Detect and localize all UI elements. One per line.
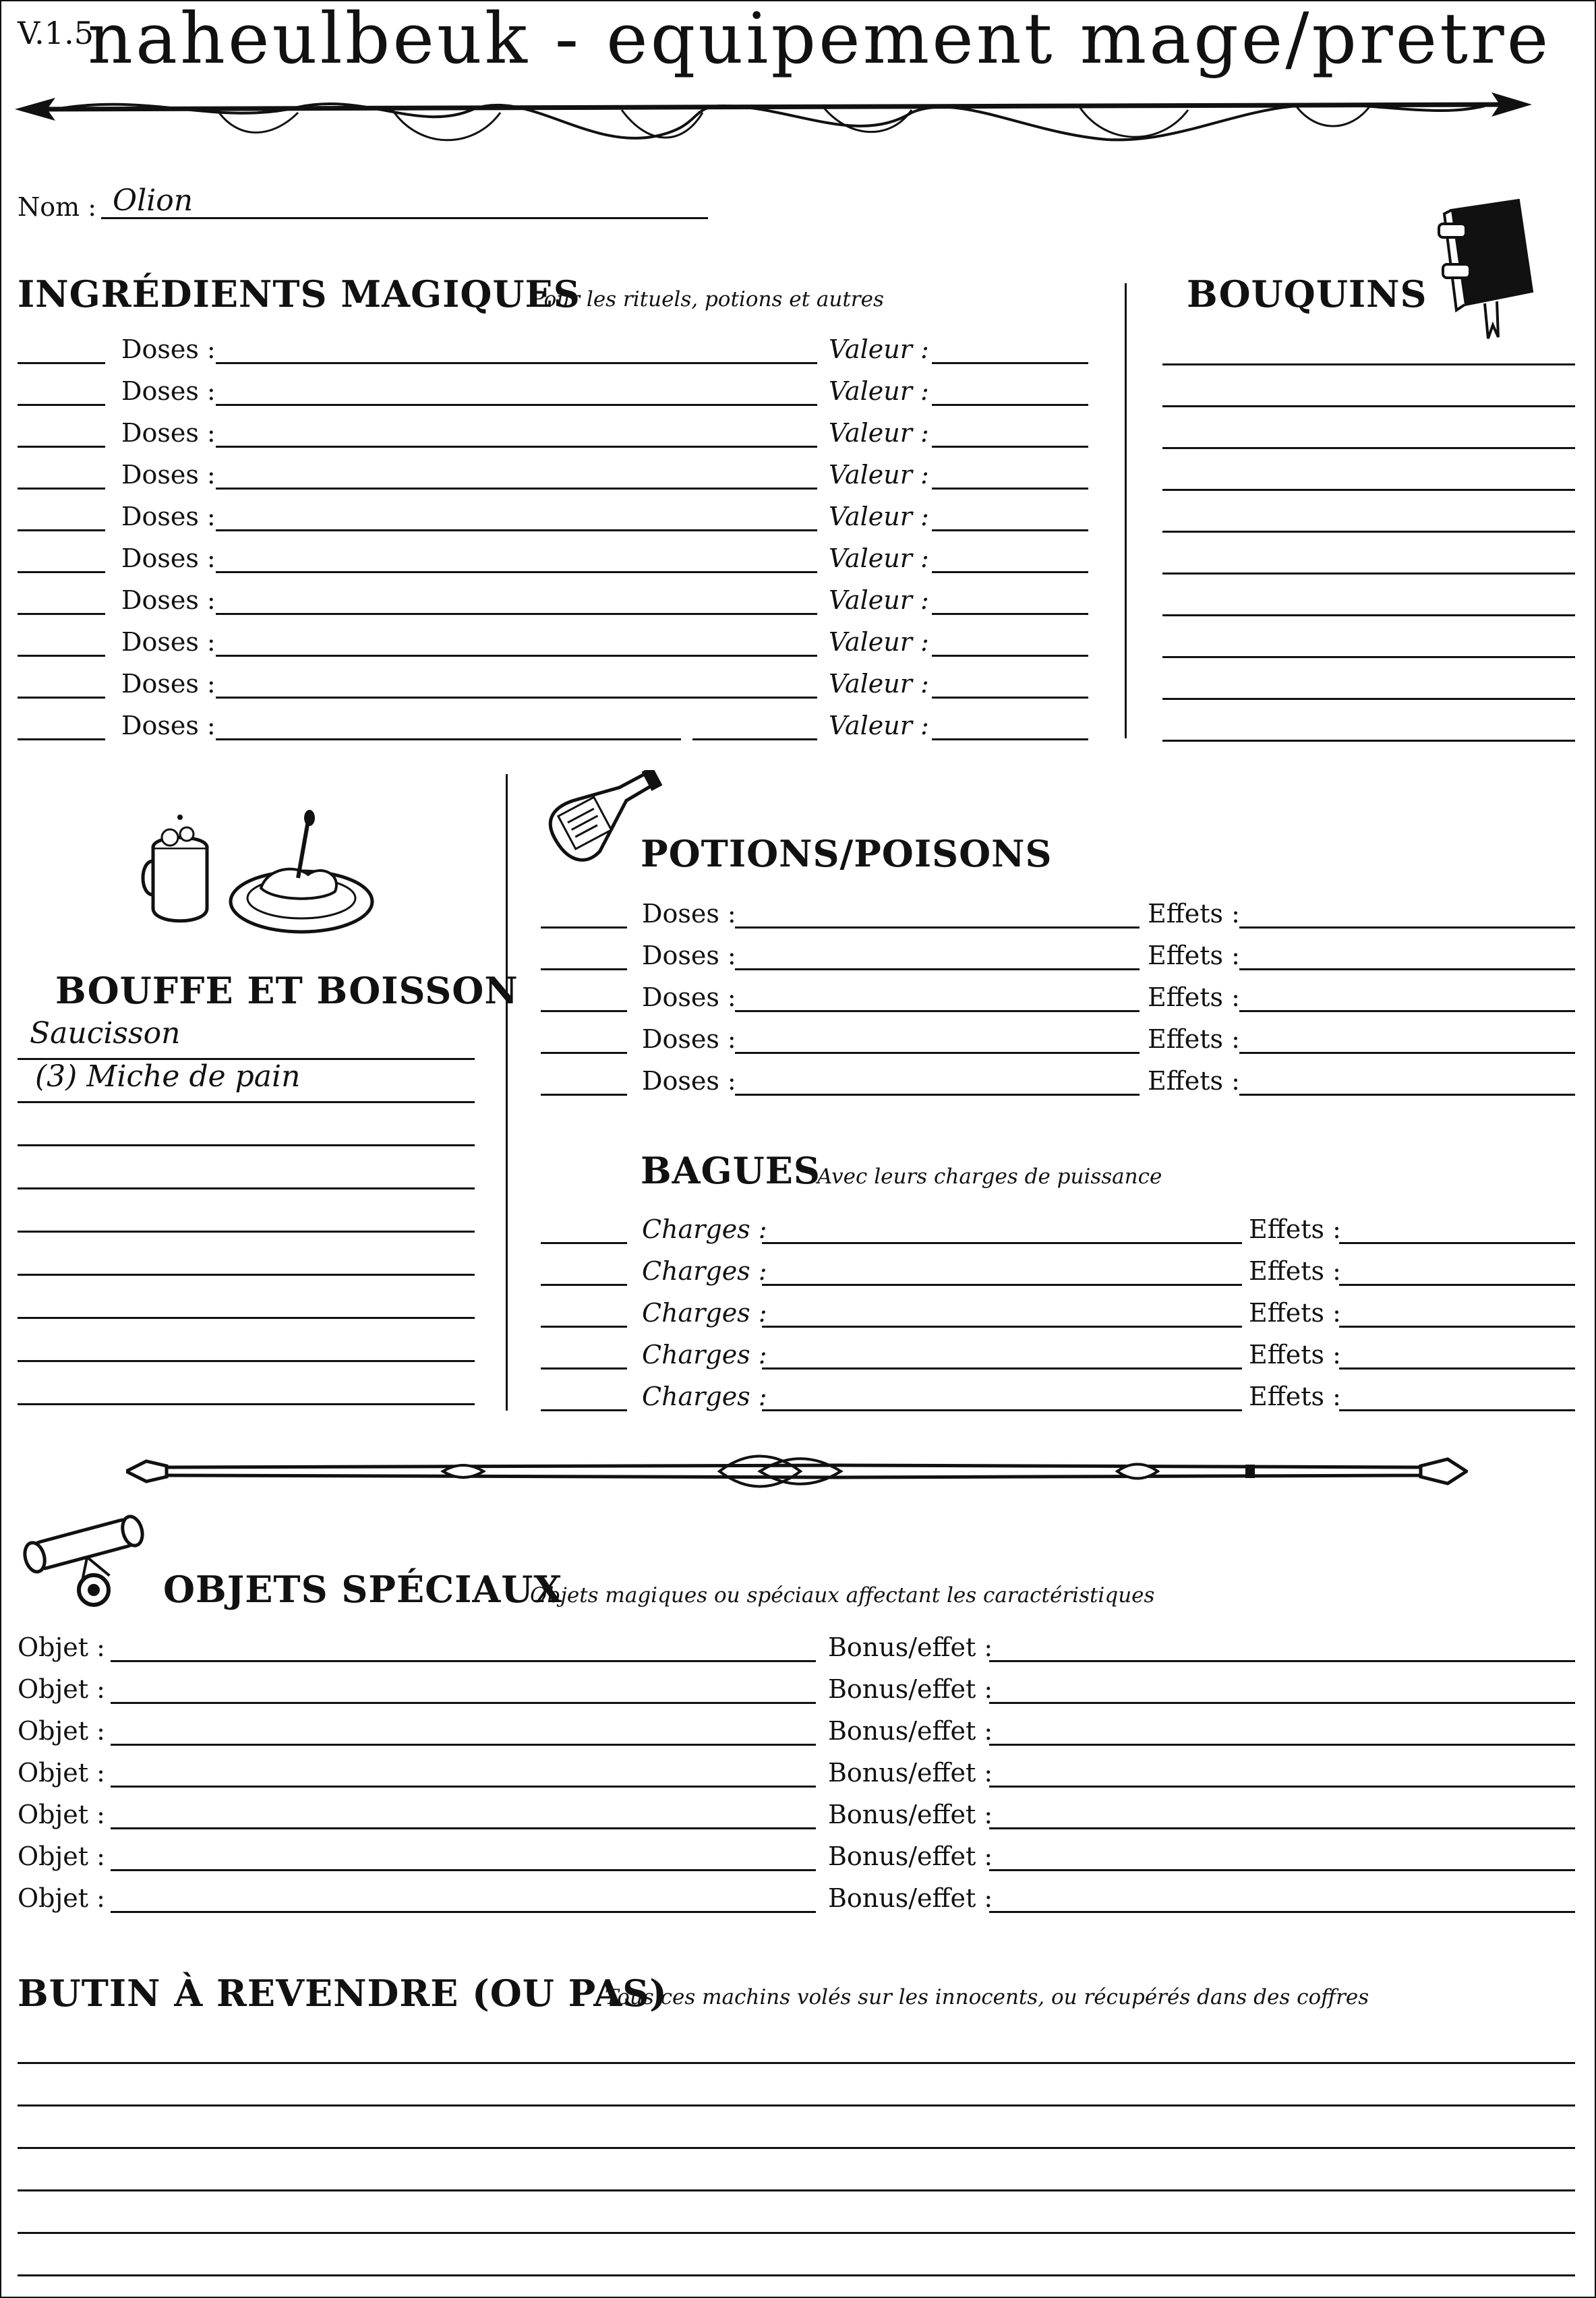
bagues-subtitle: Avec leurs charges de puissance	[817, 1165, 1162, 1189]
ingredient-valeur-label: Valeur :	[829, 502, 929, 531]
ingredient-valeur-line[interactable]	[932, 697, 1088, 699]
potion-effets-line[interactable]	[1239, 1010, 1575, 1012]
potion-doses-line[interactable]	[735, 1010, 1140, 1012]
ingredient-doses-line[interactable]	[216, 655, 817, 657]
ingredient-qty-line[interactable]	[18, 738, 105, 740]
potions-heading: POTIONS/POISONS	[641, 832, 1053, 875]
ingredient-valeur-label: Valeur :	[829, 418, 929, 448]
ingredient-qty-line[interactable]	[18, 446, 105, 448]
ingredient-valeur-line[interactable]	[932, 738, 1088, 740]
bonus-label: Bonus/effet :	[828, 1800, 993, 1829]
potion-effets-label: Effets :	[1148, 899, 1240, 929]
bouffe-line[interactable]	[18, 1274, 475, 1276]
bonus-label: Bonus/effet :	[828, 1632, 993, 1662]
bague-qty-line[interactable]	[541, 1242, 627, 1244]
potion-effets-label: Effets :	[1148, 982, 1240, 1012]
ingredient-doses-line[interactable]	[216, 488, 817, 490]
ingredient-qty-line[interactable]	[18, 529, 105, 531]
butin-line[interactable]	[18, 2274, 1575, 2276]
ingredient-doses-label: Doses :	[121, 376, 216, 406]
potion-doses-label: Doses :	[642, 1024, 736, 1054]
ingredient-doses-label: Doses :	[121, 460, 216, 490]
ingredient-valeur-label: Valeur :	[829, 627, 929, 657]
butin-line[interactable]	[18, 2189, 1575, 2191]
bouffe-heading: BOUFFE ET BOISSON	[55, 969, 519, 1012]
objet-label: Objet :	[18, 1842, 105, 1871]
potion-effets-label: Effets :	[1148, 941, 1240, 970]
ingredient-doses-line[interactable]	[216, 738, 681, 740]
bague-charges-line[interactable]	[762, 1242, 1242, 1244]
ingredient-doses-line[interactable]	[216, 613, 817, 615]
ingredient-doses-label: Doses :	[121, 627, 216, 657]
ingredient-qty-line[interactable]	[18, 362, 105, 364]
staff-divider-icon	[126, 1444, 1468, 1498]
objet-label: Objet :	[18, 1716, 105, 1746]
bonus-label: Bonus/effet :	[828, 1842, 993, 1871]
bague-qty-line[interactable]	[541, 1326, 627, 1328]
bouffe-entry[interactable]: Saucisson	[30, 1016, 181, 1051]
potion-doses-label: Doses :	[642, 941, 736, 970]
bouffe-line[interactable]	[18, 1360, 475, 1362]
book-icon	[1438, 197, 1539, 342]
objet-line[interactable]	[111, 1660, 816, 1662]
ingredients-bouquins-separator	[1125, 283, 1127, 738]
name-value[interactable]: Olion	[113, 183, 194, 218]
potion-effets-line[interactable]	[1239, 926, 1575, 929]
bouquin-line[interactable]	[1162, 572, 1575, 574]
bague-effets-line[interactable]	[1339, 1409, 1575, 1411]
butin-line[interactable]	[18, 2104, 1575, 2106]
objets-subtitle: Objets magiques ou spéciaux affectant les caractéristiques	[530, 1583, 1155, 1608]
page-title: naheulbeuk - equipement mage/pretre	[88, 0, 1551, 80]
bague-charges-label: Charges :	[642, 1298, 767, 1328]
bague-qty-line[interactable]	[541, 1409, 627, 1411]
ingredient-valeur-line[interactable]	[932, 446, 1088, 448]
ingredient-doses-line[interactable]	[216, 446, 817, 448]
objet-line[interactable]	[111, 1744, 816, 1746]
objet-label: Objet :	[18, 1674, 105, 1704]
bague-effets-label: Effets :	[1249, 1214, 1341, 1244]
ingredient-doses-label: Doses :	[121, 585, 216, 615]
ingredient-doses-label: Doses :	[121, 334, 216, 364]
potion-effets-line[interactable]	[1239, 1052, 1575, 1054]
ingredients-heading: INGRÉDIENTS MAGIQUES	[18, 272, 581, 316]
bague-charges-line[interactable]	[762, 1326, 1242, 1328]
potion-doses-line[interactable]	[735, 968, 1140, 970]
objet-label: Objet :	[18, 1800, 105, 1829]
bouffe-line[interactable]	[18, 1403, 475, 1405]
bouquin-line[interactable]	[1162, 698, 1575, 700]
bonus-line[interactable]	[989, 1869, 1575, 1871]
bonus-label: Bonus/effet :	[828, 1758, 993, 1788]
ingredient-valeur-line[interactable]	[932, 655, 1088, 657]
bague-effets-label: Effets :	[1249, 1382, 1341, 1411]
bouffe-line[interactable]	[18, 1101, 475, 1103]
butin-subtitle: Tous ces machins volés sur les innocents, ou récupérés dans des coffres	[605, 1985, 1369, 2009]
objet-line[interactable]	[111, 1827, 816, 1829]
name-label: Nom :	[18, 192, 97, 222]
potion-qty-line[interactable]	[541, 1094, 627, 1096]
bague-charges-label: Charges :	[642, 1340, 767, 1369]
potion-effets-label: Effets :	[1148, 1024, 1240, 1054]
ingredient-doses-label: Doses :	[121, 543, 216, 573]
bague-charges-label: Charges :	[642, 1214, 767, 1244]
bonus-line[interactable]	[989, 1744, 1575, 1746]
bague-effets-label: Effets :	[1249, 1256, 1341, 1286]
ingredient-valeur-label: Valeur :	[829, 669, 929, 699]
bague-charges-line[interactable]	[762, 1284, 1242, 1286]
objets-heading: OBJETS SPÉCIAUX	[163, 1568, 563, 1611]
ingredient-qty-line[interactable]	[18, 571, 105, 573]
bouffe-line[interactable]	[18, 1317, 475, 1319]
bouquin-line[interactable]	[1162, 363, 1575, 365]
potion-effets-line[interactable]	[1239, 968, 1575, 970]
bague-charges-label: Charges :	[642, 1256, 767, 1286]
bagues-heading: BAGUES	[641, 1149, 821, 1192]
bonus-label: Bonus/effet :	[828, 1883, 993, 1913]
food-plate-icon	[140, 807, 376, 942]
potion-doses-label: Doses :	[642, 1066, 736, 1096]
potion-qty-line[interactable]	[541, 1010, 627, 1012]
objet-label: Objet :	[18, 1632, 105, 1662]
butin-line[interactable]	[18, 2062, 1575, 2064]
bonus-label: Bonus/effet :	[828, 1674, 993, 1704]
ingredient-doses-line[interactable]	[216, 404, 817, 406]
ingredient-valeur-label: Valeur :	[829, 543, 929, 573]
potion-doses-line[interactable]	[735, 1052, 1140, 1054]
butin-heading: BUTIN À REVENDRE (OU PAS)	[18, 1972, 668, 2015]
potion-qty-line[interactable]	[541, 1052, 627, 1054]
ingredient-doses-label: Doses :	[121, 669, 216, 699]
ingredients-subtitle: Pour les rituels, potions et autres	[531, 287, 884, 312]
bague-qty-line[interactable]	[541, 1367, 627, 1369]
bouquin-line[interactable]	[1162, 531, 1575, 533]
bague-charges-label: Charges :	[642, 1382, 767, 1411]
objet-line[interactable]	[111, 1911, 816, 1913]
bonus-label: Bonus/effet :	[828, 1716, 993, 1746]
ingredient-doses-line[interactable]	[216, 571, 817, 573]
bouffe-line[interactable]	[18, 1144, 475, 1146]
ingredient-valeur-line[interactable]	[932, 571, 1088, 573]
bague-effets-label: Effets :	[1249, 1298, 1341, 1328]
bouquin-line[interactable]	[1162, 447, 1575, 449]
ingredient-doses-line[interactable]	[216, 697, 817, 699]
bonus-line[interactable]	[989, 1660, 1575, 1662]
ingredient-valeur-line[interactable]	[932, 404, 1088, 406]
ingredient-doses-line[interactable]	[216, 529, 817, 531]
bouquin-line[interactable]	[1162, 614, 1575, 616]
version-label: V.1.5	[18, 15, 94, 51]
potion-qty-line[interactable]	[541, 926, 627, 929]
scroll-ring-icon	[16, 1510, 158, 1612]
potion-effets-line[interactable]	[1239, 1094, 1575, 1096]
bague-charges-line[interactable]	[762, 1409, 1242, 1411]
bouffe-line[interactable]	[18, 1231, 475, 1233]
ingredient-valeur-label: Valeur :	[829, 460, 929, 490]
bague-effets-line[interactable]	[1339, 1326, 1575, 1328]
bague-effets-line[interactable]	[1339, 1284, 1575, 1286]
ingredient-valeur-label: Valeur :	[829, 711, 929, 740]
butin-line[interactable]	[18, 2232, 1575, 2234]
bague-effets-line[interactable]	[1339, 1242, 1575, 1244]
bouquin-line[interactable]	[1162, 405, 1575, 407]
ingredient-qty-line[interactable]	[18, 655, 105, 657]
ingredient-doses-label: Doses :	[121, 418, 216, 448]
ingredient-qty-line[interactable]	[18, 697, 105, 699]
objet-label: Objet :	[18, 1883, 105, 1913]
ingredient-qty-line[interactable]	[18, 404, 105, 406]
bouffe-line[interactable]	[18, 1187, 475, 1189]
food-potions-separator	[506, 774, 508, 1411]
objet-line[interactable]	[111, 1702, 816, 1704]
bouffe-entry[interactable]: (3) Miche de pain	[35, 1059, 301, 1094]
bouquin-line[interactable]	[1162, 656, 1575, 658]
ingredient-doses-label: Doses :	[121, 502, 216, 531]
ingredient-qty-line[interactable]	[18, 613, 105, 615]
bague-qty-line[interactable]	[541, 1284, 627, 1286]
ingredient-doses-line-extra[interactable]	[692, 738, 817, 740]
ingredient-valeur-label: Valeur :	[829, 585, 929, 615]
ingredient-doses-label: Doses :	[121, 711, 216, 740]
bouquin-line[interactable]	[1162, 489, 1575, 491]
ingredient-valeur-label: Valeur :	[829, 334, 929, 364]
ingredient-valeur-line[interactable]	[932, 529, 1088, 531]
potion-doses-line[interactable]	[735, 926, 1140, 929]
ingredient-valeur-line[interactable]	[932, 613, 1088, 615]
ingredient-valeur-label: Valeur :	[829, 376, 929, 406]
bouquin-line[interactable]	[1162, 740, 1575, 742]
butin-line[interactable]	[18, 2147, 1575, 2149]
potion-doses-label: Doses :	[642, 899, 736, 929]
bonus-line[interactable]	[989, 1786, 1575, 1788]
potion-effets-label: Effets :	[1148, 1066, 1240, 1096]
bonus-line[interactable]	[989, 1827, 1575, 1829]
bague-charges-line[interactable]	[762, 1367, 1242, 1369]
bague-effets-line[interactable]	[1339, 1367, 1575, 1369]
vine-spear-divider-icon	[15, 86, 1532, 153]
bonus-line[interactable]	[989, 1911, 1575, 1913]
bonus-line[interactable]	[989, 1702, 1575, 1704]
objet-line[interactable]	[111, 1786, 816, 1788]
ingredient-valeur-line[interactable]	[932, 488, 1088, 490]
objet-label: Objet :	[18, 1758, 105, 1788]
potion-doses-line[interactable]	[735, 1094, 1140, 1096]
ingredient-doses-line[interactable]	[216, 362, 817, 364]
ingredient-qty-line[interactable]	[18, 488, 105, 490]
potion-doses-label: Doses :	[642, 982, 736, 1012]
bouquins-heading: BOUQUINS	[1187, 272, 1427, 316]
potion-qty-line[interactable]	[541, 968, 627, 970]
objet-line[interactable]	[111, 1869, 816, 1871]
bague-effets-label: Effets :	[1249, 1340, 1341, 1369]
ingredient-valeur-line[interactable]	[932, 362, 1088, 364]
